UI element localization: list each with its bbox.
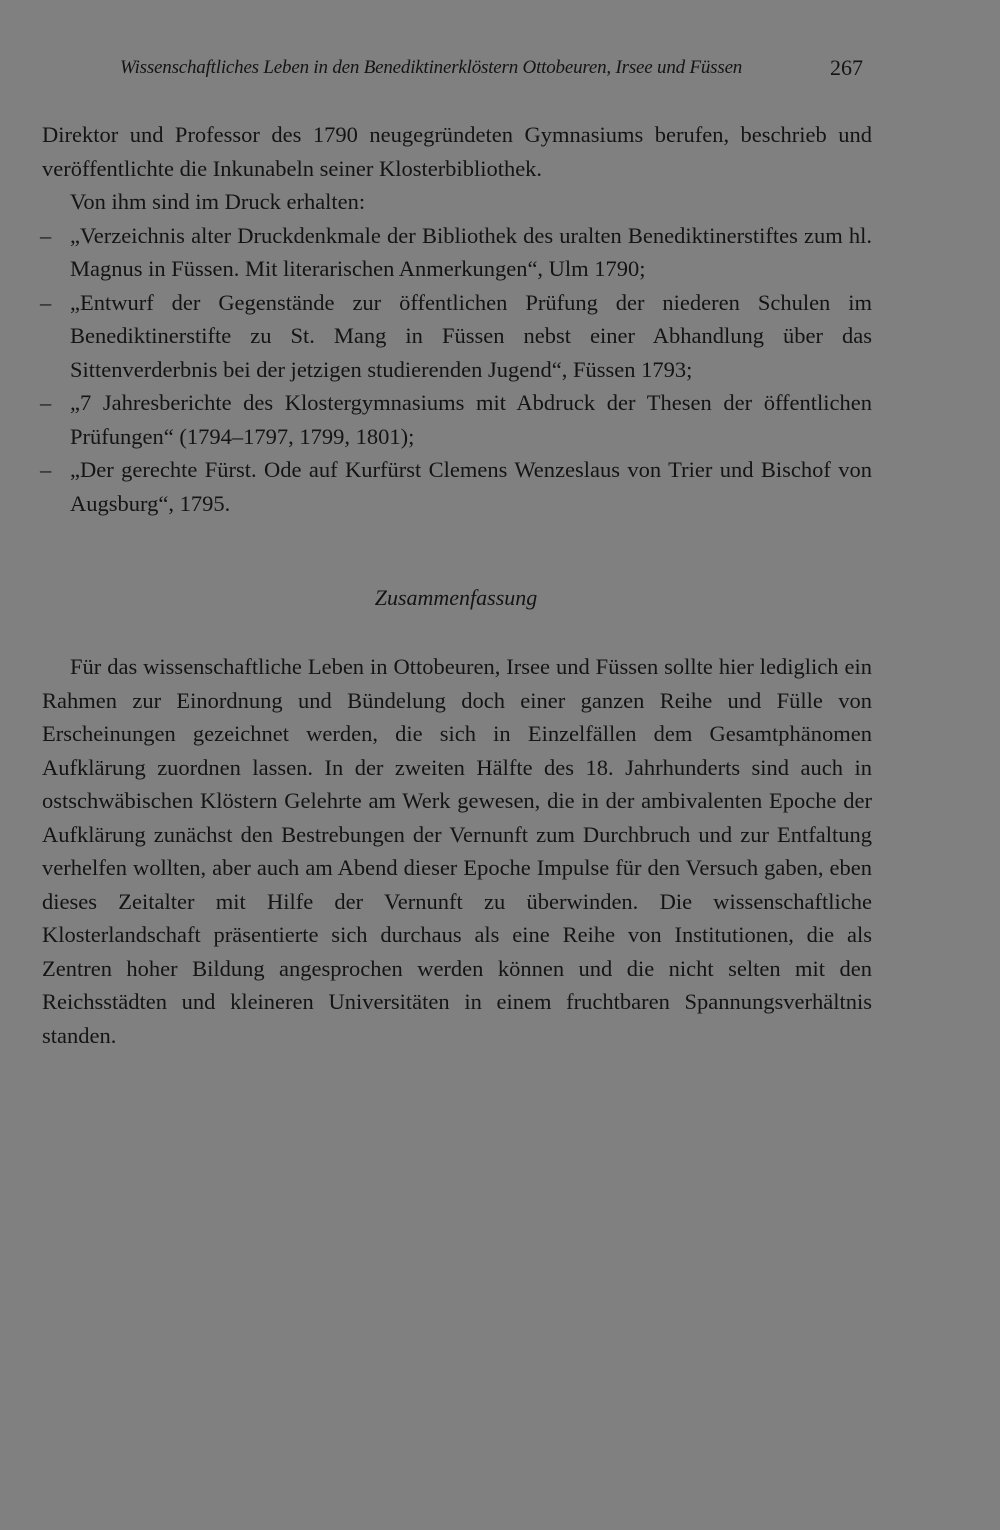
list-item: [42, 219, 872, 286]
summary-block: [42, 650, 872, 1052]
running-header: Wissenschaftliches Leben in den Benediktinerklöstern Ottobeuren, Irsee und Füssen: [120, 57, 743, 78]
publication-text: „Der gerechte Fürst. Ode auf Kurfürst Clemens Wenzeslaus von Trier und Bischof von Augsburg“, 1795.: [70, 457, 872, 516]
publication-text: „7 Jahresberichte des Klostergymnasiums mit Abdruck der Thesen der öffentlichen Prüfungen“ (1794–1797, 1799, 1801);: [70, 390, 872, 449]
page-number: 267: [830, 55, 863, 80]
list-dash: –: [40, 222, 52, 248]
list-item: [42, 453, 872, 520]
publication-text: „Verzeichnis alter Druckdenkmale der Bibliothek des uralten Benediktinerstiftes zum hl. Magnus in Füssen. Mit literarischen Anmerkungen“, Ulm 1790;: [70, 222, 872, 281]
list-dash: –: [40, 289, 52, 315]
list-item: [42, 286, 872, 387]
list-dash: –: [40, 390, 52, 415]
section-heading: Zusammenfassung: [374, 585, 538, 610]
list-item: [42, 386, 872, 453]
print-intro-line: Von ihm sind im Druck erhalten:: [70, 189, 366, 214]
biography-continuation-block: [42, 118, 872, 520]
list-dash: –: [40, 457, 52, 482]
continuation-paragraph: Direktor und Professor des 1790 neugegründeten Gymnasiums berufen, beschrieb und veröffentlichte die Inkunabeln seiner Klosterbibliothek.: [42, 122, 872, 181]
publication-list: [42, 219, 872, 521]
summary-paragraph: Für das wissenschaftliche Leben in Ottobeuren, Irsee und Füssen sollte hier lediglich ein Rahmen zur Einordnung und Bündelung doch einer ganzen Reihe und Fülle von Erscheinungen gezeichnet werden, die sich in Einzelfällen dem Gesamtphänomen Aufklärung zuordnen lassen. In der zweiten Hälfte des 18. Jahrhunderts sind auch in ostschwäbischen Klöstern Gelehrte am Werk gewesen, die in der ambivalenten Epoche der Aufklärung zunächst den Bestrebungen der Vernunft zum Durchbruch und zur Entfaltung verhelfen wollten, aber auch am Abend dieser Epoche Impulse für den Versuch gaben, eben dieses Zeitalter mit Hilfe der Vernunft zu überwinden. Die wissenschaftliche Klosterlandschaft präsentierte sich durchaus als eine Reihe von Institutionen, die als Zentren hoher Bildung angesprochen werden können und die nicht selten mit den Reichsstädten und kleineren Universitäten in einem fruchtbaren Spannungsverhältnis standen.: [42, 654, 872, 1048]
publication-text: „Entwurf der Gegenstände zur öffentlichen Prüfung der niederen Schulen im Benediktinerstifte zu St. Mang in Füssen nebst einer Abhandlung über das Sittenverderbnis bei der jetzigen studierenden Jugend“, Füssen 1793;: [70, 289, 872, 382]
